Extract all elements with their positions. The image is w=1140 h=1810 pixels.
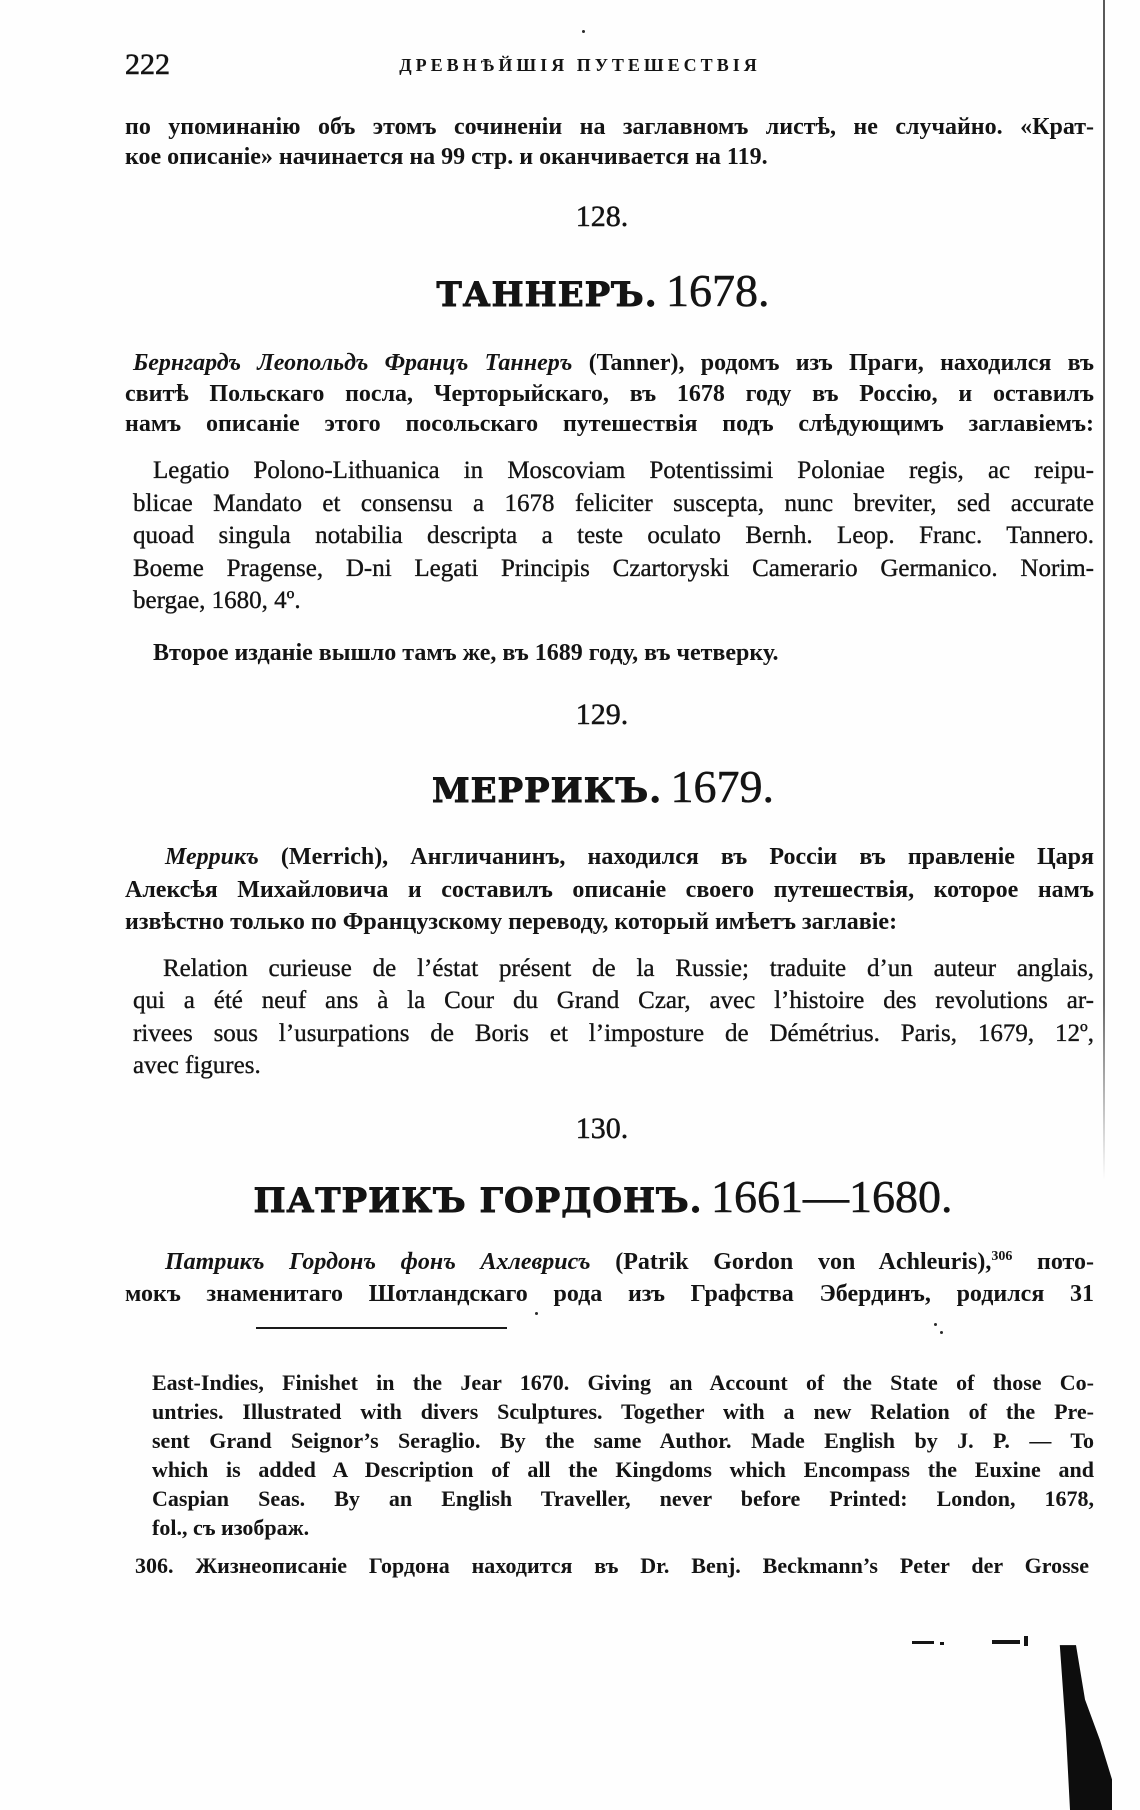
entry-heading <box>153 1167 1053 1232</box>
entry-description <box>125 348 1094 440</box>
text-line: untries. Illustrated with divers Sculptures. Together with a new Relation of the Pre- <box>152 1399 1094 1424</box>
entry-heading-name: ТАННЕРЪ. <box>436 275 658 315</box>
entry-heading <box>153 261 1053 326</box>
entry-heading-years: 1678. <box>666 265 770 316</box>
edition-note <box>125 637 1094 669</box>
scan-speck <box>940 1331 943 1334</box>
entry-description <box>125 1246 1094 1310</box>
text-line: Caspian Seas. By an English Traveller, never before Printed: London, 1678, <box>152 1486 1094 1511</box>
book-title-latin <box>133 455 1094 618</box>
text-line: bergae, 1680, 4º. <box>133 587 301 614</box>
binding-shadow <box>1055 1640 1115 1810</box>
footnote-continued <box>152 1368 1094 1542</box>
text-line: East-Indies, Finishet in the Jear 1670. Giving an Account of the State of those Co- <box>152 1370 1094 1395</box>
scan-speck <box>934 1323 937 1326</box>
footnote-306 <box>135 1551 1089 1580</box>
text-line: свитѣ Польскаго посла, Черторыйскаго, въ 1678 году въ Россію, и оставилъ <box>125 380 1094 407</box>
text-line: извѣстно только по Французскому переводу, который имѣетъ заглавіе: <box>125 909 898 935</box>
intro-paragraph <box>125 112 1094 172</box>
text-fragment: (Tanner), родомъ изъ Праги, находился въ <box>588 350 1095 376</box>
text-line: avec figures. <box>133 1051 261 1079</box>
footnote-number: 306. <box>135 1553 174 1578</box>
text-line: Алексѣя Михайловича и составилъ описаніе своего путешествія, которое намъ <box>125 876 1094 903</box>
text-line <box>125 841 1094 874</box>
entry-heading <box>153 757 1053 822</box>
text-line: намъ описаніе этого посольскаго путешествія подъ слѣдующимъ заглавіемъ: <box>125 411 1094 437</box>
page-edge-line <box>1103 0 1105 1180</box>
text-line <box>125 348 1094 379</box>
scan-mark <box>992 1640 1020 1644</box>
text-line <box>135 1551 1089 1580</box>
text-line: по упоминанію объ этомъ сочиненіи на заглавномъ листѣ, не случайно. «Крат- <box>125 114 1094 140</box>
scan-mark <box>940 1642 944 1645</box>
text-line: Legatio Polono-Lithuanica in Moscoviam Potentissimi Poloniae regis, ac reipu- <box>153 457 1094 484</box>
running-title: ДРЕВНѢЙШІЯ ПУТЕШЕСТВІЯ <box>399 55 761 75</box>
author-name: Патрикъ Гордонъ фонъ Ахлеврисъ <box>165 1249 591 1275</box>
scan-speck <box>535 1312 538 1315</box>
text-line: Relation curieuse de l’éstat présent de la Russie; traduite d’un auteur anglais, <box>163 955 1094 982</box>
scan-mark <box>912 1641 934 1644</box>
entry-description <box>125 841 1094 939</box>
entry-number: 128. <box>575 200 629 233</box>
author-name: Меррикъ <box>165 844 259 870</box>
author-name: Бернгардъ Леопольдъ Францъ Таннеръ <box>133 350 573 376</box>
text-fragment: (Merrich), Англичанинъ, находился въ Россіи въ правленіе Царя <box>280 844 1095 870</box>
text-fragment: пото- <box>1037 1249 1095 1275</box>
text-line: fol., съ изображ. <box>152 1515 310 1540</box>
book-title-french <box>133 953 1094 1082</box>
footnote-text: Жизнеописаніе Гордона находится въ Dr. Benj. Beckmann’s Peter der Grosse <box>195 1553 1089 1578</box>
text-line: qui a été neuf ans à la Cour du Grand Czar, avec l’histoire des revolutions ar- <box>133 987 1094 1015</box>
text-line: мокъ знаменитаго Шотландскаго рода изъ Графства Эбердинъ, родился 31 <box>125 1281 1094 1307</box>
text-line: Boeme Pragense, D-ni Legati Principis Czartoryski Camerario Germanico. Norim- <box>133 554 1094 582</box>
entry-number: 130. <box>575 1112 629 1145</box>
entry-heading-name: МЕРРИКЪ. <box>431 771 663 811</box>
text-fragment: (Patrik Gordon von Achleuris), <box>615 1249 992 1275</box>
text-line: кое описаніе» начинается на 99 стр. и оканчивается на 119. <box>125 144 768 170</box>
scan-speck <box>582 30 585 33</box>
footnote-separator <box>256 1327 507 1329</box>
text-line: quoad singula notabilia descripta a teste oculato Bernh. Leop. Franc. Tannero. <box>133 522 1094 549</box>
text-line: blicae Mandato et consensu a 1678 feliciter suscepta, nunc breviter, sed accurate <box>133 489 1094 517</box>
scan-mark <box>1024 1636 1028 1646</box>
entry-heading-years: 1679. <box>670 761 775 812</box>
text-line: sent Grand Seignor’s Seraglio. By the same Author. Made English by J. P. — To <box>152 1428 1094 1453</box>
text-line: which is added A Description of all the Kingdoms which Encompass the Euxine and <box>152 1457 1094 1482</box>
page-number: 222 <box>125 48 170 81</box>
footnote-reference: 306 <box>991 1249 1013 1264</box>
entry-number: 129. <box>575 698 629 731</box>
text-line <box>125 1246 1094 1278</box>
entry-heading-name: ПАТРИКЪ ГОРДОНЪ. <box>253 1181 703 1221</box>
entry-heading-years: 1661—1680. <box>711 1171 953 1222</box>
text-line: Второе изданіе вышло тамъ же, въ 1689 году, въ четверку. <box>153 640 779 666</box>
text-line: rivees sous l’usurpations de Boris et l’imposture de Démétrius. Paris, 1679, 12º, <box>133 1019 1094 1047</box>
